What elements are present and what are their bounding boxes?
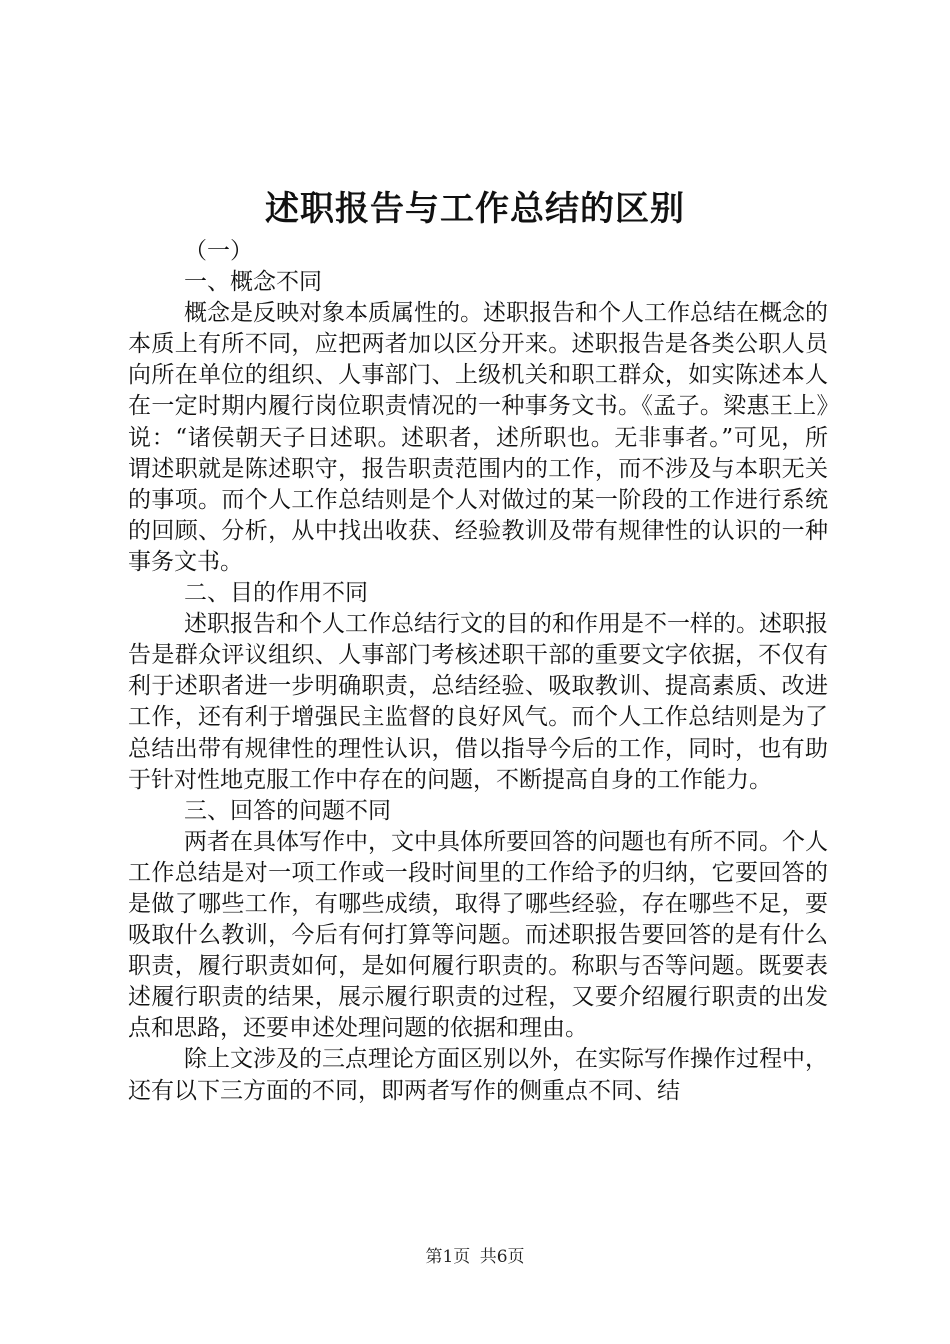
paragraph-concept: 概念是反映对象本质属性的。述职报告和个人工作总结在概念的本质上有所不同，应把两者加以区分开来。述职报告是各类公职人员向所在单位的组织、人事部门、上级机关和职工群众，如实陈述本人在一定时期内履行岗位职责情况的一种事务文书。《孟子。梁惠王上》说：“诸侯朝天子日述职。述职者，述所职也。无非事者。”可见，所谓述职就是陈述职守，报告职责范围内的工作，而不涉及与本职无关的事项。而个人工作总结则是个人对做过的某一阶段的工作进行系统的回顾、分析，从中找出收获、经验教训及带有规律性的认识的一种事务文书。 — [128, 300, 828, 575]
paragraph-practice: 除上文涉及的三点理论方面区别以外，在实际写作操作过程中，还有以下三方面的不同，即两者写作的侧重点不同、结 — [128, 1046, 828, 1104]
paragraph-purpose: 述职报告和个人工作总结行文的目的和作用是不一样的。述职报告是群众评议组织、人事部门考核述职干部的重要文字依据，不仅有利于述职者进一步明确职责，总结经验、吸取教训、提高素质、改进工作，还有利于增强民主监督的良好风气。而个人工作总结则是为了总结出带有规律性的理性认识，借以指导今后的工作，同时，也有助于针对性地克服工作中存在的问题，不断提高自身的工作能力。 — [128, 611, 828, 793]
subhead-concept: 一、概念不同 — [184, 269, 322, 296]
page-number: 第1页 — [425, 1247, 471, 1267]
page-footer — [0, 1242, 950, 1267]
paragraph-questions: 两者在具体写作中，文中具体所要回答的问题也有所不同。个人工作总结是对一项工作或一段时间里的工作给予的归纳，它要回答的是做了哪些工作，有哪些成绩，取得了哪些经验，存在哪些不足，要吸取什么教训，今后有何打算等问题。而述职报告要回答的是有什么职责，履行职责如何，是如何履行职责的。称职与否等问题。既要表述履行职责的结果，展示履行职责的过程，又要介绍履行职责的出发点和思路，还要申述处理问题的依据和理由。 — [128, 828, 828, 1042]
document-title: 述职报告与工作总结的区别 — [265, 189, 685, 229]
subhead-purpose: 二、目的作用不同 — [184, 580, 368, 607]
subhead-questions: 三、回答的问题不同 — [184, 797, 391, 824]
subhead-part-one: （一） — [184, 238, 253, 264]
page-total: 共6页 — [479, 1247, 525, 1267]
document-body — [128, 236, 828, 1107]
